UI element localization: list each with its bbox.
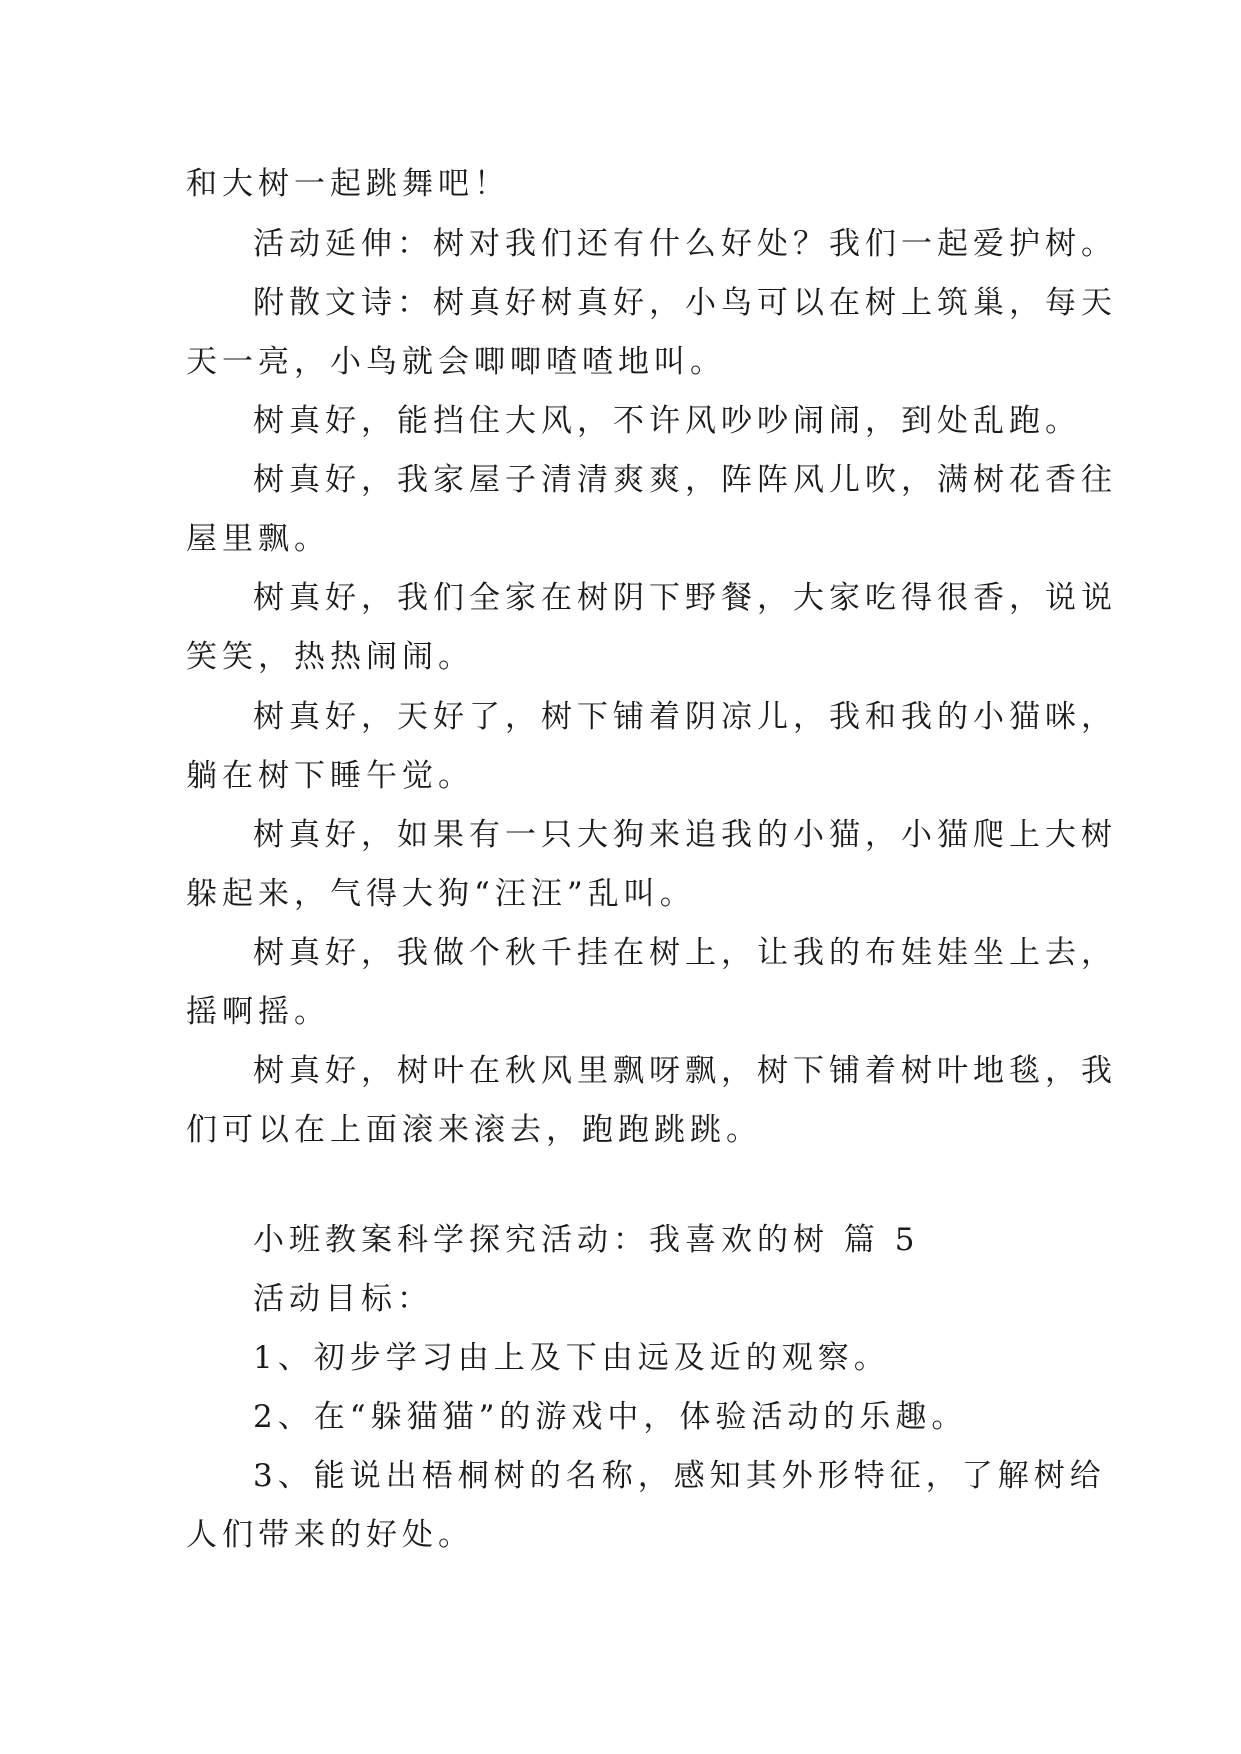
list-item: 2、在“躲猫猫”的游戏中，体验活动的乐趣。 [253,1399,968,1435]
text-line: 树真好，天好了，树下铺着阴凉儿，我和我的小猫咪， [253,699,1117,735]
text-line: 躲起来，气得大狗“汪汪”乱叫。 [186,876,696,912]
section-heading: 小班教案科学探究活动：我喜欢的树 篇 5 [253,1222,920,1258]
text-line: 附散文诗：树真好树真好，小鸟可以在树上筑巢，每天 [253,285,1117,321]
text-line: 树真好，树叶在秋风里飘呀飘，树下铺着树叶地毯，我 [253,1053,1117,1089]
text-line: 活动延伸：树对我们还有什么好处？我们一起爱护树。 [253,226,1117,262]
text-line: 屋里飘。 [186,521,330,557]
text-line: 摇啊摇。 [186,994,330,1030]
text-line: 树真好，我家屋子清清爽爽，阵阵风儿吹，满树花香往 [253,462,1117,498]
text-line: 树真好，我做个秋千挂在树上，让我的布娃娃坐上去， [253,935,1117,971]
text-line: 天一亮，小鸟就会唧唧喳喳地叫。 [186,344,726,380]
text-line: 树真好，如果有一只大狗来追我的小猫，小猫爬上大树 [253,817,1117,853]
text-line: 树真好，能挡住大风，不许风吵吵闹闹，到处乱跑。 [253,403,1081,439]
text-line: 活动目标： [253,1281,433,1317]
text-line: 们可以在上面滚来滚去，跑跑跳跳。 [186,1112,762,1148]
text-line: 人们带来的好处。 [186,1517,474,1553]
text-line: 和大树一起跳舞吧！ [186,166,510,202]
text-line: 躺在树下睡午觉。 [186,758,474,794]
list-item: 1、初步学习由上及下由远及近的观察。 [253,1340,890,1376]
text-line: 树真好，我们全家在树阴下野餐，大家吃得很香，说说 [253,580,1117,616]
text-line: 笑笑，热热闹闹。 [186,639,474,675]
list-item: 3、能说出梧桐树的名称，感知其外形特征，了解树给 [253,1458,1106,1494]
